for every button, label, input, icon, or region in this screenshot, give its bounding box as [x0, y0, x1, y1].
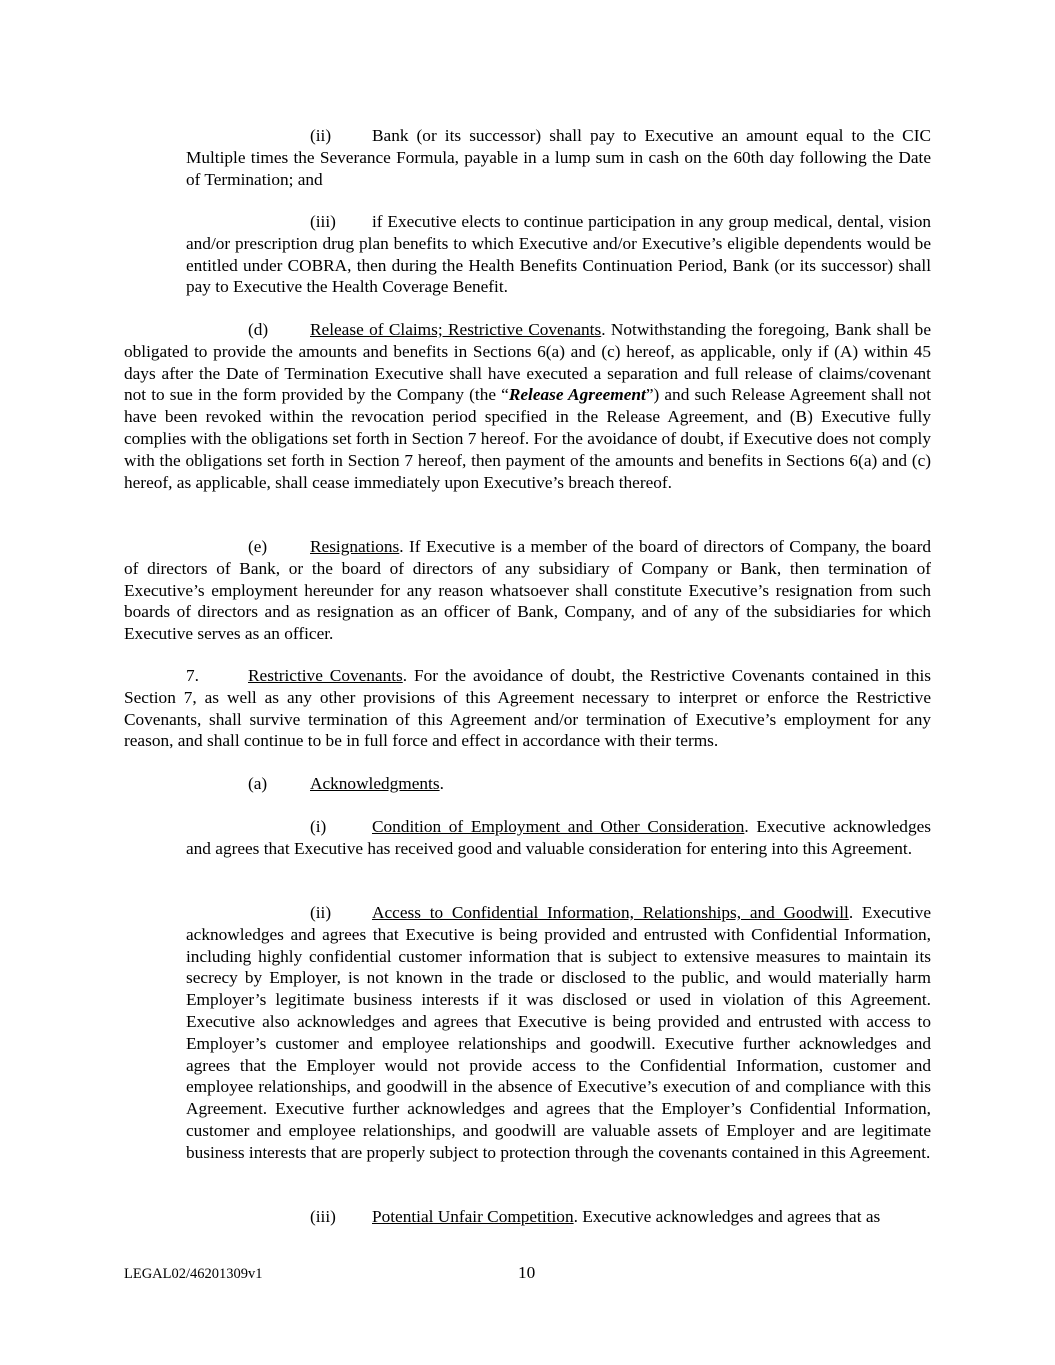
section-7 — [124, 665, 931, 752]
clause-text: if Executive elects to continue participation in any group medical, dental, vision and/or prescription drug plan benefits to which Executive and/or Executive’s eligible dependents would be entitled under COBRA, then during the Health Benefits Continuation Period, Bank (or its successor) shall pay to Executive the Health Coverage Benefit. — [186, 212, 931, 297]
clause-7a-iii — [186, 1206, 931, 1228]
section-label: (e) — [248, 537, 268, 556]
section-text-cont: ”) and such Release Agreement shall not have been revoked within the revocation period specified in the Release Agreement, and (B) Executive fully complies with the obligations set forth in Section 7 hereof. For the avoidance of doubt, if Executive does not comply with the obligations set forth in Section 7 hereof, then payment of the amounts and benefits in Sections 6(a) and (c) hereof, as applicable, shall cease immediately upon Executive’s breach thereof. — [124, 385, 931, 492]
page-number: 10 — [518, 1263, 536, 1282]
clause-text: . Executive acknowledges and agrees that Executive has received good and valuable consideration for entering into this Agreement. — [186, 817, 931, 858]
clause-label: (ii) — [310, 126, 332, 145]
section-text: . If Executive is a member of the board of directors of Company, the board of directors of Bank, or the board of directors of any subsidiary of Company or Bank, then termination of Executive’s employment hereunder for any reason whatsoever shall constitute Executive’s resignation from such boards of directors and as resignation as an officer of Bank, Company, and of any of the subsidiaries for which Executive serves as an officer. — [124, 537, 931, 644]
section-heading: Release of Claims; Restrictive Covenants — [310, 320, 602, 339]
clause-label: (ii) — [310, 903, 332, 922]
clause-heading: Potential Unfair Competition — [372, 1207, 574, 1226]
section-label: (d) — [248, 320, 269, 339]
clause-c-iii — [186, 211, 931, 298]
section-d — [124, 319, 931, 493]
clause-label: (iii) — [310, 1207, 336, 1226]
clause-7a-i — [186, 816, 931, 860]
clause-heading: Access to Confidential Information, Relationships, and Goodwill — [372, 903, 849, 922]
section-heading: Restrictive Covenants — [248, 666, 403, 685]
clause-label: (iii) — [310, 212, 336, 231]
document-id: LEGAL02/46201309v1 — [124, 1266, 263, 1282]
section-label: 7. — [186, 666, 199, 685]
clause-heading: Condition of Employment and Other Consideration — [372, 817, 745, 836]
clause-text: Bank (or its successor) shall pay to Executive an amount equal to the CIC Multiple times the Severance Formula, payable in a lump sum in cash on the 60th day following the Date of Termination; and — [186, 126, 931, 189]
section-text: . For the avoidance of doubt, the Restrictive Covenants contained in this Section 7, as well as any other provisions of this Agreement necessary to interpret or enforce the Restrictive Covenants, shall survive termination of this Agreement and/or termination of Executive’s employment for any reason, and shall continue to be in full force and effect in accordance with their terms. — [124, 666, 931, 751]
section-text: . — [439, 774, 444, 793]
clause-text: . Executive acknowledges and agrees that Executive is being provided and entrusted with Confidential Information, including highly confidential customer information that is subject to extensive measures to maintain its secrecy by Employer, is not known in the trade or disclosed to the public, and would materially harm Employer’s legitimate business interests if it was disclosed or used in violation of this Agreement. Executive also acknowledges and agrees that Executive is being provided and entrusted with access to Employer’s customer and employee relationships and goodwill. Executive further acknowledges and agrees that the Employer would not provide access to the Confidential Information, customer and employee relationships, and goodwill in the absence of Executive’s execution of and compliance with this Agreement. Executive further acknowledges and agrees that the Employer’s Confidential Information, customer and employee relationships, and goodwill are valuable assets of Employer and are legitimate business interests that are properly subject to protection through the covenants contained in this Agreement. — [186, 903, 931, 1162]
clause-text: . Executive acknowledges and agrees that as — [573, 1207, 881, 1226]
section-label: (a) — [248, 774, 268, 793]
section-text: . Notwithstanding the foregoing, Bank shall be obligated to provide the amounts and benefits in Sections 6(a) and (c) hereof, as applicable, only if (A) within 45 days after the Date of Termination Executive shall have executed a separation and full release of claims/covenant not to sue in the form provided by the Company (the “ — [124, 320, 931, 405]
section-e — [124, 536, 931, 645]
defined-term: Release Agreement — [508, 385, 646, 405]
section-7a — [124, 773, 931, 795]
clause-7a-ii — [186, 902, 931, 1164]
section-heading: Acknowledgments — [310, 774, 440, 793]
clause-c-ii — [186, 125, 931, 190]
section-heading: Resignations — [310, 537, 400, 556]
clause-label: (i) — [310, 817, 327, 836]
